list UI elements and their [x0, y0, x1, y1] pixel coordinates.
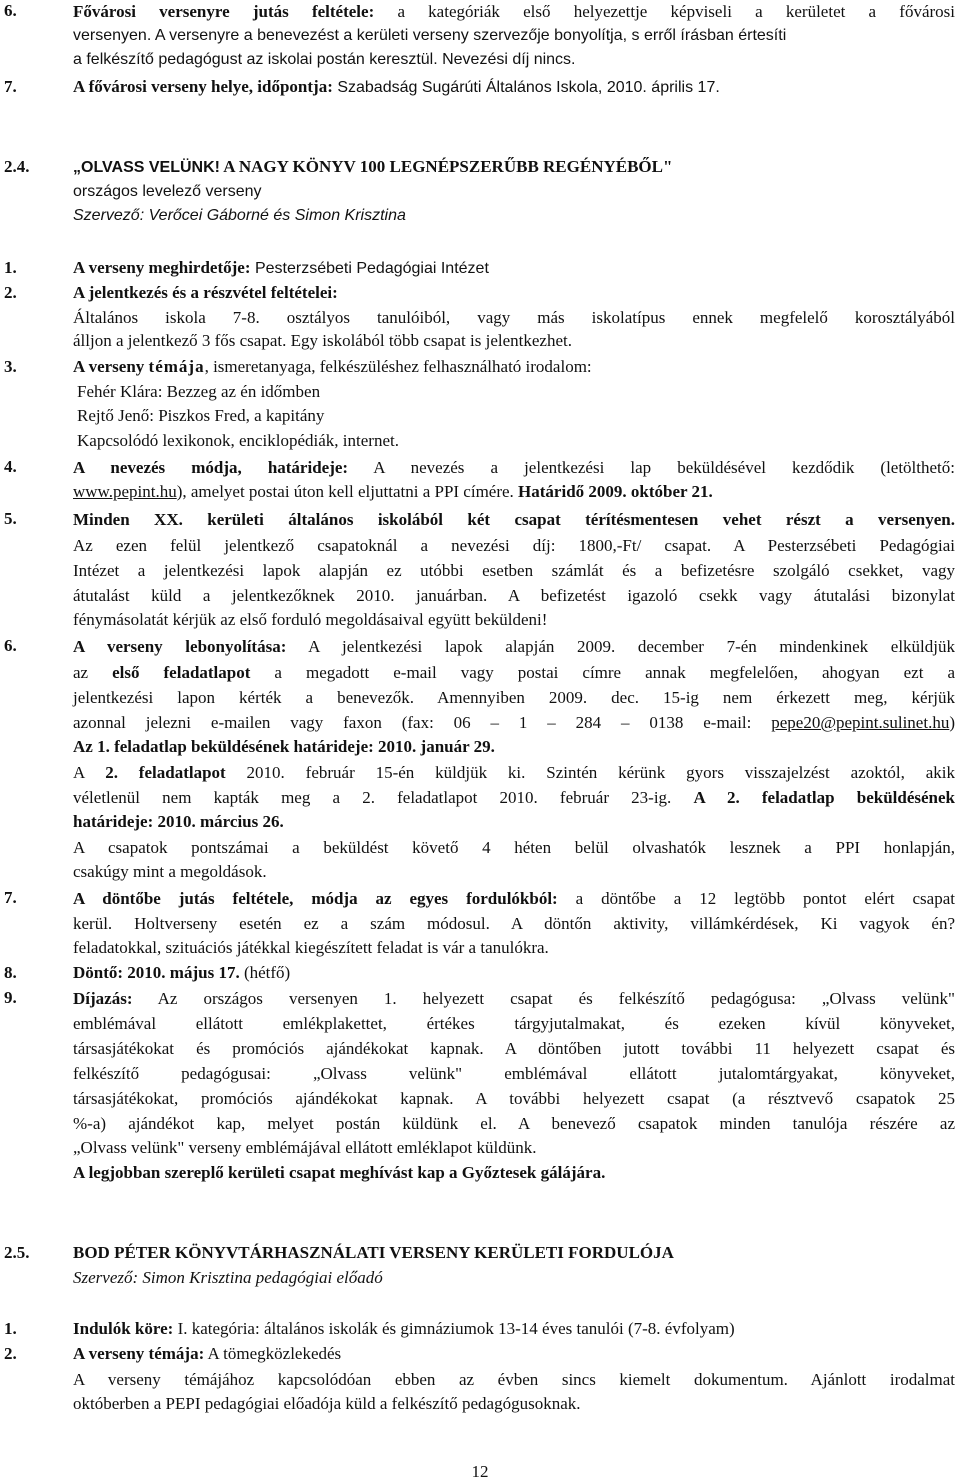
paragraph-line	[73, 481, 713, 503]
section-organizer: Szervező: Verőcei Gáborné és Simon Krisztina	[73, 207, 406, 224]
item-text: a kategóriák első helyezettje képviseli a kerületet a fővárosi	[374, 2, 955, 21]
book-item: Rejtő Jenő: Piszkos Fred, a kapitány	[77, 406, 325, 425]
paragraph-line	[73, 1343, 341, 1365]
section-number: 2.4.	[4, 157, 30, 176]
item-text: Pesterzsébeti Pedagógiai Intézet	[250, 260, 489, 277]
book-item: Kapcsolódó lexikonok, enciklopédiák, internet.	[77, 431, 399, 450]
paragraph-line: Az ezen felül jelentkező csapatoknál a nevezési díj: 1800,-Ft/ csapat. A Pesterzsébeti Pedagógiai	[73, 536, 955, 555]
paragraph-line: átutalást küld a jelentkezőknek 2010. januárban. A befizetést igazoló csekk vagy átutalási bizonylat	[73, 586, 955, 605]
paragraph-line: A legjobban szereplő kerületi csapat meghívást kap a Győztesek gálájára.	[73, 1163, 606, 1182]
paragraph-line: a felkészítő pedagógust az iskolai postán keresztül. Nevezési díj nincs.	[73, 51, 576, 68]
item-text: véletlenül nem kapták meg a 2. feladatlapot 2010. február 23-ig.	[73, 788, 694, 807]
item-number: 4.	[4, 457, 17, 476]
email-link[interactable]: pepe20@pepint.sulinet.hu	[771, 713, 950, 732]
paragraph-line	[73, 962, 290, 984]
section-title-part: A NAGY KÖNYV 100 LEGNÉPSZERŰBB REGÉNYÉBŐL"	[219, 157, 673, 176]
paragraph-line: feladatokkal, szituációs játékkal kiegészített feladat is vár a tanulókra.	[73, 938, 549, 957]
paragraph-line	[73, 76, 720, 99]
paragraph-line: A verseny témájához kapcsolódóan ebben az évben sincs kiemelt dokumentum. Ajánlott irodalmat	[73, 1370, 955, 1389]
item-text: A jelentkezési lapok alapján 2009. december 7-én mindenkinek elküldjük	[286, 637, 955, 656]
item-text: I. kategória: általános iskolák és gimnáziumok 13-14 éves tanulói (7-8. évfolyam)	[173, 1319, 735, 1338]
item-text: A	[73, 763, 106, 782]
paragraph-line: határideje: 2010. március 26.	[73, 812, 284, 831]
item-emphasis: A 2. feladatlap beküldésének	[693, 788, 956, 807]
item-heading: A verseny lebonyolítása:	[73, 637, 287, 656]
section-organizer: Szervező: Simon Krisztina pedagógiai előadó	[73, 1268, 383, 1287]
item-number: 7.	[4, 77, 17, 96]
item-text: A nevezés a jelentkezési lap beküldésével kezdődik (letölthető:	[348, 458, 955, 477]
item-heading: A nevezés módja, határideje:	[73, 458, 349, 477]
item-number: 7.	[4, 888, 17, 907]
item-number: 8.	[4, 963, 17, 982]
page-number: 12	[471, 1462, 489, 1481]
item-text: a döntőbe a 12 legtöbb pontot elért csapat	[557, 889, 955, 908]
item-number: 1.	[4, 1319, 17, 1338]
paragraph-line: A csapatok pontszámai a beküldést követő 4 héten belül olvashatók lesznek a PPI honlapján,	[73, 838, 955, 857]
paragraph-line	[73, 1318, 735, 1340]
item-heading: A verseny	[73, 357, 149, 376]
item-heading: A fővárosi verseny helye, időpontja:	[73, 77, 333, 96]
section-title: BOD PÉTER KÖNYVTÁRHASZNÁLATI VERSENY KERÜLETI FORDULÓJA	[73, 1243, 674, 1262]
item-heading: A döntőbe jutás feltétele, módja az egyes fordulókból:	[73, 889, 558, 908]
paragraph-line: társasjátékokat, promóciós ajándékokat kapnak. A további helyezett csapat (a résztvevő csapatok 25	[73, 1089, 955, 1108]
book-item: Fehér Klára: Bezzeg az én időmben	[77, 382, 321, 401]
section-title	[73, 156, 672, 179]
item-text: 2010. február 15-én küldjük ki. Szintén kérünk gyors visszajelzést azoktól, akik	[225, 763, 956, 782]
item-number: 2.	[4, 283, 17, 302]
paragraph-line: %-a) ajándékot kap, melyet postán küldünk el. A benevező csapatok minden tanulója részére az	[73, 1114, 955, 1133]
item-number: 3.	[4, 357, 17, 376]
paragraph-line: Az 1. feladatlap beküldésének határideje: 2010. január 29.	[73, 737, 495, 756]
item-heading: Döntő: 2010. május 17.	[73, 963, 240, 982]
item-text: Szabadság Sugárúti Általános Iskola, 2010. április 17.	[332, 79, 720, 96]
item-heading: Indulók köre:	[73, 1319, 174, 1338]
item-text: Az országos versenyen 1. helyezett csapat és felkészítő pedagógusa: „Olvass velünk"	[132, 989, 955, 1008]
paragraph-line: jelentkezési lapon kérték a benevezők. Amennyiben 2009. dec. 15-ig nem érkezett meg, kérjük	[73, 688, 955, 707]
paragraph-line: Általános iskola 7-8. osztályos tanulóiból, vagy más iskolatípus ennek megfelelő korosztályából	[73, 308, 955, 327]
paragraph-line: Intézet a jelentkezési lapok alapján ez utóbbi esetben számlát és a befizetésre szolgáló csekket, vagy	[73, 561, 955, 580]
item-heading-spaced: témája	[148, 357, 205, 376]
paragraph-line: versenyen. A versenyre a benevezést a kerületi verseny szervezője bonyolítja, s erről írásban értesíti	[73, 27, 787, 44]
item-heading: A verseny témája:	[73, 1344, 205, 1363]
item-text: A tömegközlekedés	[204, 1344, 342, 1363]
deadline-label: Határidő	[518, 482, 585, 501]
paragraph-line: csakúgy mint a megoldások.	[73, 862, 267, 881]
item-heading: Díjazás:	[73, 989, 133, 1008]
paragraph-line: álljon a jelentkező 3 fős csapat. Egy iskolából több csapat is jelentkezhet.	[73, 331, 572, 350]
section-subtitle: országos levelező verseny	[73, 183, 262, 200]
item-text: azonnal jelezni e-mailen vagy faxon (fax: 06 – 1 – 284 – 0138 e-mail:	[73, 713, 772, 732]
paragraph-line: emblémával ellátott emlékplakettet, értékes tárgyjutalmakat, és ezeken kívül könyveket,	[73, 1014, 955, 1033]
section-title-part: „OLVASS VELÜNK!	[73, 159, 220, 176]
item-text: a megadott e-mail vagy postai címre annak megfelelően, ahogyan ezt a	[250, 663, 955, 682]
item-emphasis: első feladatlapot	[112, 663, 251, 682]
paragraph-line: felkészítő pedagógusai: „Olvass velünk" emblémával ellátott jutalomtárgyakat, könyveket,	[73, 1064, 955, 1083]
paragraph-line: kerül. Holtverseny esetén ez a szám módosul. A döntőn aktivity, villámkérdések, Ki vagyok én?	[73, 914, 955, 933]
item-number: 6.	[4, 636, 17, 655]
item-heading: Fővárosi versenyre jutás feltétele:	[73, 2, 375, 21]
paragraph-line	[73, 257, 489, 280]
item-heading: Minden XX. kerületi általános iskolából két csapat térítésmentesen vehet részt a versenyen.	[73, 510, 955, 529]
paragraph-line: társasjátékokat és promóciós ajándékokat kapnak. A döntőben jutott további 11 helyezett csapat és	[73, 1039, 955, 1058]
paragraph-line	[73, 356, 592, 378]
item-text: , ismeretanyaga, felkészüléshez felhasználható irodalom:	[204, 357, 592, 376]
item-heading: A jelentkezés és a részvétel feltételei:	[73, 283, 338, 302]
website-link[interactable]: www.pepint.hu	[73, 482, 177, 501]
paragraph-line: fénymásolatát kérjük az első forduló megoldásaival együtt beküldeni!	[73, 610, 548, 629]
item-number: 6.	[4, 1, 17, 20]
item-text: az	[73, 663, 113, 682]
item-emphasis: 2. feladatlapot	[105, 763, 226, 782]
item-heading: A verseny meghirdetője:	[73, 258, 251, 277]
deadline-date: 2009. október 21.	[584, 482, 713, 501]
item-text: ), amelyet postai úton kell eljuttatni a PPI címére.	[176, 482, 519, 501]
item-number: 2.	[4, 1344, 17, 1363]
item-text: (hétfő)	[239, 963, 291, 982]
item-number: 9.	[4, 988, 17, 1007]
section-number: 2.5.	[4, 1243, 30, 1262]
paragraph-line: októberben a PEPI pedagógiai előadója küld a felkészítő pedagógusoknak.	[73, 1394, 581, 1413]
paragraph-line: „Olvass velünk" verseny emblémájával ellátott emléklapot küldünk.	[73, 1138, 537, 1157]
item-number: 1.	[4, 258, 17, 277]
item-text: )	[949, 713, 955, 732]
item-number: 5.	[4, 509, 17, 528]
